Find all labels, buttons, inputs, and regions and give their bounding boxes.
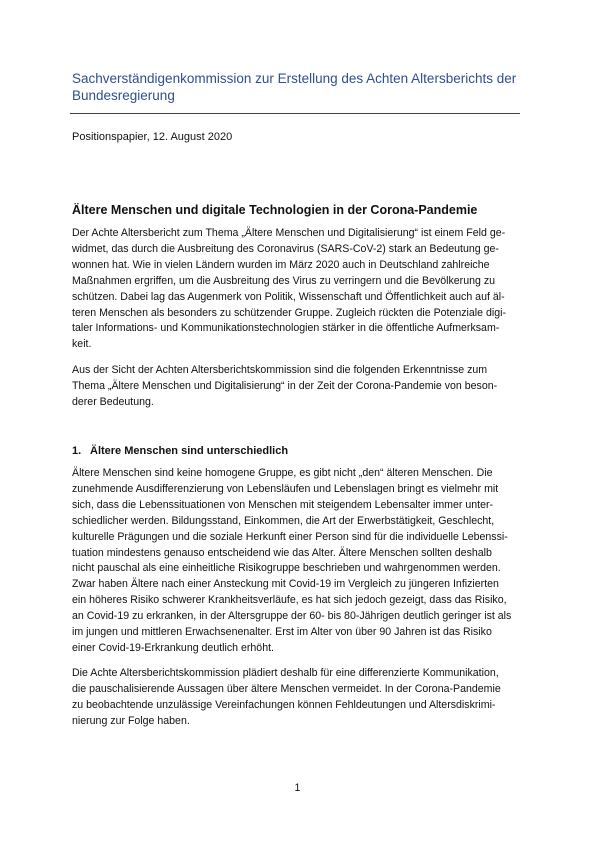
- text-line: wonnen hat. Wie in vielen Ländern wurden im März 2020 auch in Deutschland zahlreiche: [72, 258, 490, 271]
- text-line: nierung zur Folge haben.: [72, 714, 190, 727]
- text-line: widmet, das durch die Ausbreitung des Coronavirus (SARS-CoV-2) stark an Bedeutung ge-: [72, 242, 499, 255]
- text-line: an Covid-19 zu erkranken, in der Altersgruppe der 60- bis 80-Jährigen deutlich geringer ist als: [72, 610, 512, 623]
- text-line: im jungen und mittleren Erwachsenenalter. Erst im Alter von über 90 Jahren ist das Risiko: [72, 626, 492, 639]
- document-heading: Ältere Menschen und digitale Technologien in der Corona-Pandemie: [72, 203, 478, 217]
- text-line: Ältere Menschen sind keine homogene Gruppe, es gibt nicht „den“ älteren Menschen. Die: [72, 467, 493, 479]
- section-paragraph-1: [72, 466, 526, 657]
- text-line: sich, dass die Lebenssituationen von Menschen mit steigendem Lebensalter immer unter-: [72, 498, 494, 511]
- section-heading: [72, 444, 288, 458]
- text-line: kulturelle Prägungen und die soziale Herkunft einer Person sind für die individuelle Lebenssi-: [72, 530, 508, 543]
- text-line: Aus der Sicht der Achten Altersberichtskommission sind die folgenden Erkenntnisse zum: [72, 364, 488, 376]
- intro-paragraph: [72, 226, 526, 353]
- text-line: Zwar haben Ältere nach einer Ansteckung mit Covid-19 im Vergleich zu jüngeren Infizierten: [72, 578, 499, 591]
- text-line: ein höheres Risiko schwerer Krankheitsverläufe, es hat sich jedoch gezeigt, dass das Risiko,: [72, 594, 507, 607]
- text-line: die pauschalisierende Aussagen über ältere Menschen vermeidet. In der Corona-Pandemie: [72, 682, 501, 695]
- text-line: taler Informations- und Kommunikationstechnologien stärker in die öffentliche Aufmerksam-: [72, 322, 500, 335]
- text-line: zu beobachtende unzulässige Vereinfachungen können Fehldeutungen und Altersdiskrimi-: [72, 698, 496, 711]
- text-line: teren Menschen als besonders zu schützender Gruppe. Zugleich rückten die Potenziale digi-: [72, 306, 507, 319]
- section-paragraph-2: [72, 666, 526, 730]
- section-title: Ältere Menschen sind unterschiedlich: [90, 445, 289, 457]
- text-line: schützen. Dabei lag das Augenmerk von Politik, Wissenschaft und Öffentlichkeit auch auf äl-: [72, 290, 505, 303]
- text-line: schiedlicher werden. Bildungsstand, Einkommen, die Art der Erwerbstätigkeit, Geschlecht,: [72, 514, 495, 527]
- header-divider: [70, 113, 520, 114]
- text-line: Thema „Ältere Menschen und Digitalisierung“ in der Zeit der Corona-Pandemie von beson-: [72, 379, 498, 392]
- document-meta: Positionspapier, 12. August 2020: [72, 131, 233, 143]
- text-line: zunehmende Ausdifferenzierung von Lebensläufen und Lebenslagen bringt es vielmehr mit: [72, 482, 499, 495]
- section-number: 1.: [72, 445, 82, 457]
- text-line: Maßnahmen ergriffen, um die Ausbreitung des Virus zu verringern und die Bevölkerung zu: [72, 274, 496, 287]
- text-line: Der Achte Altersbericht zum Thema „Ältere Menschen und Digitalisierung“ ist einem Feld ge-: [72, 227, 506, 239]
- text-line: Die Achte Altersberichtskommission plädiert deshalb für eine differenzierte Kommunikation,: [72, 667, 499, 679]
- second-paragraph: [72, 363, 526, 411]
- text-line: einer Covid-19-Erkrankung deutlich erhöht.: [72, 641, 274, 654]
- text-line: tuation mindestens genauso entscheidend wie das Alter. Ältere Menschen sollten deshalb: [72, 546, 492, 559]
- header-title: Sachverständigenkommission zur Erstellung des Achten Altersberichts der Bundesregierung: [72, 71, 517, 103]
- text-line: nicht pauschal als eine einheitliche Risikogruppe beschrieben und wahrgenommen werden.: [72, 562, 501, 575]
- text-line: keit.: [72, 338, 92, 351]
- text-line: derer Bedeutung.: [72, 395, 154, 408]
- page-number: 1: [294, 782, 301, 794]
